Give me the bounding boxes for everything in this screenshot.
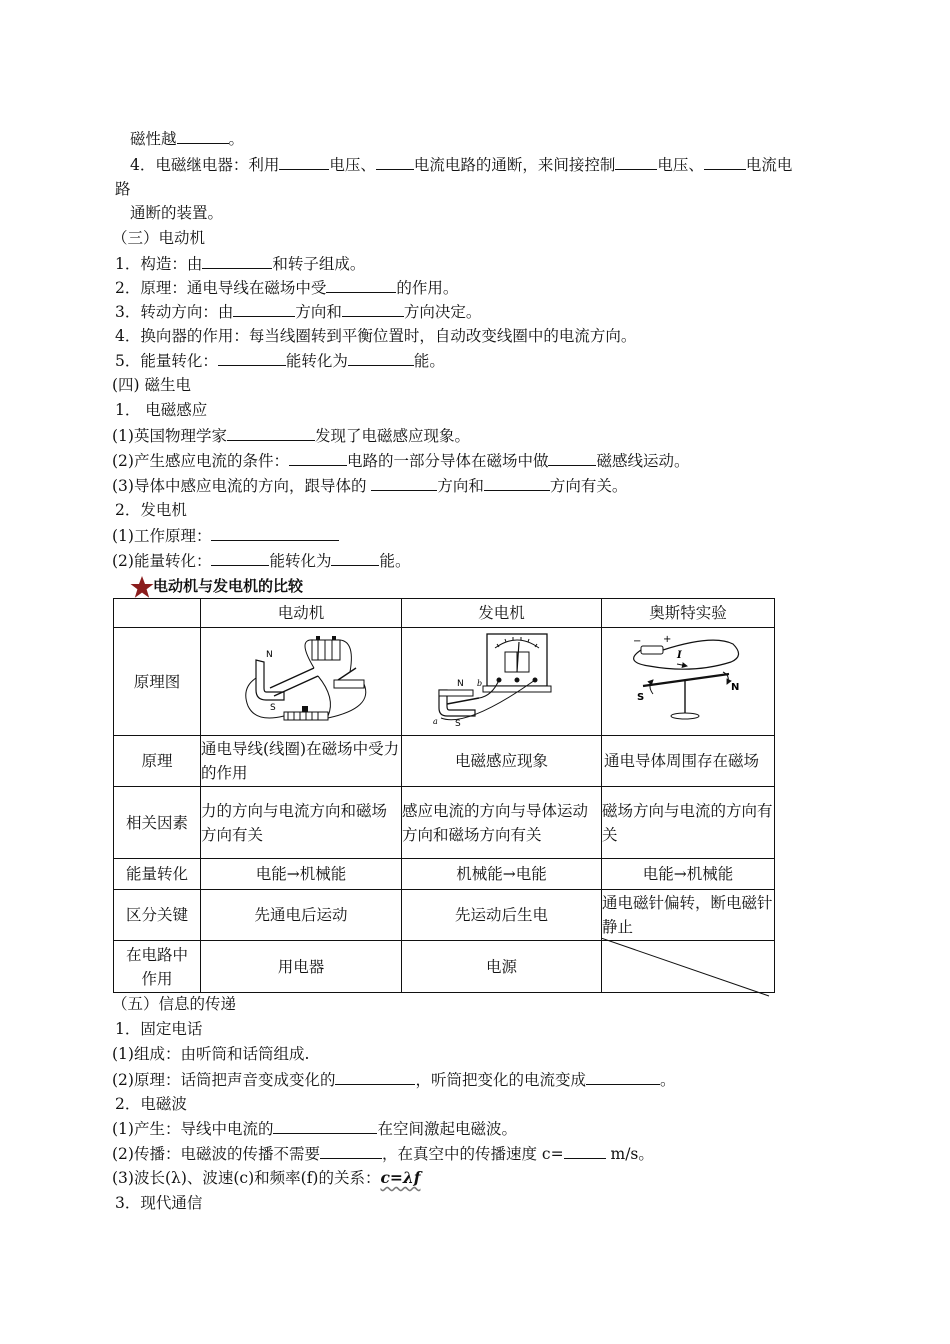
fill-blank[interactable]: [371, 473, 437, 491]
fill-blank[interactable]: [233, 299, 295, 317]
fill-blank[interactable]: [615, 152, 657, 170]
fill-blank[interactable]: [273, 1116, 377, 1134]
generator-diagram-cell: [402, 628, 602, 736]
oersted-diagram-cell: [602, 628, 775, 736]
table-row: [114, 859, 775, 890]
text-line: 2．发电机: [115, 501, 187, 519]
table-row: [114, 736, 775, 787]
section-heading: （五）信息的传递: [112, 995, 237, 1013]
svg-text:S: S: [270, 703, 276, 713]
fill-blank[interactable]: [484, 473, 550, 491]
svg-text:b: b: [476, 679, 482, 688]
table-cell: 通电导线(线圈)在磁场中受力的作用: [201, 736, 402, 787]
text-line: (2)原理：话筒把声音变成变化的 ，听筒把变化的电流变成 。: [112, 1067, 676, 1092]
text-line: (3)导体中感应电流的方向，跟导体的 方向和 方向有关。: [112, 473, 627, 498]
table-cell: 磁场方向与电流的方向有关: [602, 787, 775, 859]
fill-blank[interactable]: [376, 152, 414, 170]
text-line: 4．换向器的作用：每当线圈转到平衡位置时，自动改变线圈中的电流方向。: [115, 327, 637, 345]
table-header-row: [114, 599, 775, 628]
table-cell: 先运动后生电: [402, 890, 602, 941]
wave-formula: c=λf: [380, 1168, 421, 1187]
svg-text:+: +: [663, 634, 672, 645]
fill-blank[interactable]: [227, 423, 315, 441]
text-line: 1．固定电话: [115, 1020, 203, 1038]
fill-blank[interactable]: [177, 126, 229, 144]
svg-text:I: I: [677, 650, 682, 661]
fill-blank[interactable]: [348, 348, 414, 366]
row-label: 在电路中作用: [114, 941, 201, 993]
fill-blank[interactable]: [335, 1067, 415, 1085]
fill-blank[interactable]: [564, 1141, 606, 1159]
text-line: (2)能量转化： 能转化为 能。: [112, 548, 411, 573]
table-cell: 感应电流的方向与导体运动方向和磁场方向有关: [402, 787, 602, 859]
row-label: 原理图: [114, 628, 201, 736]
fill-blank[interactable]: [279, 152, 329, 170]
table-header-cell: 发电机: [402, 599, 602, 628]
text-line: (1)英国物理学家 发现了电磁感应现象。: [112, 423, 470, 448]
fill-blank[interactable]: [586, 1067, 660, 1085]
text-line: 1． 电磁感应: [115, 401, 208, 419]
fill-blank[interactable]: [211, 523, 339, 541]
table-header-cell: 电动机: [201, 599, 402, 628]
comparison-table: [113, 598, 775, 993]
fill-blank[interactable]: [331, 548, 379, 566]
star-icon: [130, 575, 154, 599]
row-label: 原理: [114, 736, 201, 787]
svg-text:N: N: [456, 679, 464, 689]
table-cell: 电能→机械能: [602, 859, 775, 890]
text-line: 磁性越 。: [130, 126, 244, 151]
text-line: (3)波长(λ)、波速(c)和频率(f)的关系：c=λf: [112, 1168, 421, 1187]
table-cell: 机械能→电能: [402, 859, 602, 890]
fill-blank[interactable]: [704, 152, 746, 170]
table-cell: 电源: [402, 941, 602, 993]
fill-blank[interactable]: [320, 1141, 382, 1159]
table-header-cell: 奥斯特实验: [602, 599, 775, 628]
text-line: 1．构造：由 和转子组成。: [115, 251, 365, 276]
text-line: 3．转动方向：由 方向和 方向决定。: [115, 299, 481, 324]
text-line: (2)产生感应电流的条件： 电路的一部分导体在磁场中做 磁感线运动。: [112, 448, 690, 473]
text-line: 4．电磁继电器：利用 电压、 电流电路的通断，来间接控制 电压、 电流电: [130, 152, 792, 177]
svg-text:N: N: [266, 650, 273, 660]
row-label: 相关因素: [114, 787, 201, 859]
fill-blank[interactable]: [326, 275, 396, 293]
svg-text:−: −: [633, 636, 642, 647]
row-label: 能量转化: [114, 859, 201, 890]
fill-blank[interactable]: [289, 448, 347, 466]
table-row: [114, 628, 775, 736]
text-line: 通断的装置。: [130, 204, 224, 222]
fill-blank[interactable]: [202, 251, 272, 269]
text-line: (2)传播：电磁波的传播不需要 ，在真空中的传播速度 c= m/s。: [112, 1141, 654, 1166]
text-line: 路: [115, 180, 131, 198]
text-line: 2．原理：通电导线在磁场中受 的作用。: [115, 275, 458, 300]
svg-text:a: a: [432, 717, 438, 726]
fill-blank[interactable]: [211, 548, 269, 566]
oersted-diagram: [613, 628, 763, 728]
motor-diagram: [226, 628, 376, 728]
text-line: 2．电磁波: [115, 1095, 187, 1113]
text-line: (1)工作原理：: [112, 523, 339, 548]
text-line: 5．能量转化： 能转化为 能。: [115, 348, 445, 373]
comparison-title: 电动机与发电机的比较: [153, 577, 304, 595]
table-row: [114, 890, 775, 941]
fill-blank[interactable]: [548, 448, 596, 466]
diagonal-slash: [601, 938, 773, 1000]
table-cell: 电能→机械能: [201, 859, 402, 890]
section-heading: (四) 磁生电: [112, 376, 192, 394]
table-header-cell: [114, 599, 201, 628]
table-cell: 电磁感应现象: [402, 736, 602, 787]
section-heading: （三）电动机: [112, 229, 206, 247]
fill-blank[interactable]: [218, 348, 286, 366]
table-cell: 通电导体周围存在磁场: [602, 736, 775, 787]
text-line: 3．现代通信: [115, 1194, 203, 1212]
table-cell: 用电器: [201, 941, 402, 993]
table-cell: 力的方向与电流方向和磁场方向有关: [201, 787, 402, 859]
motor-diagram-cell: [201, 628, 402, 736]
table-cell: 先通电后运动: [201, 890, 402, 941]
text-line: (1)组成：由听筒和话筒组成.: [112, 1045, 310, 1063]
row-label: 区分关键: [114, 890, 201, 941]
text-line: (1)产生：导线中电流的 在空间激起电磁波。: [112, 1116, 517, 1141]
generator-diagram: [427, 628, 577, 728]
fill-blank[interactable]: [342, 299, 404, 317]
table-row: [114, 787, 775, 859]
svg-text:N: N: [731, 682, 740, 693]
svg-text:S: S: [637, 692, 645, 703]
svg-text:S: S: [454, 719, 461, 728]
table-cell: 通电磁针偏转，断电磁针静止: [602, 890, 775, 941]
